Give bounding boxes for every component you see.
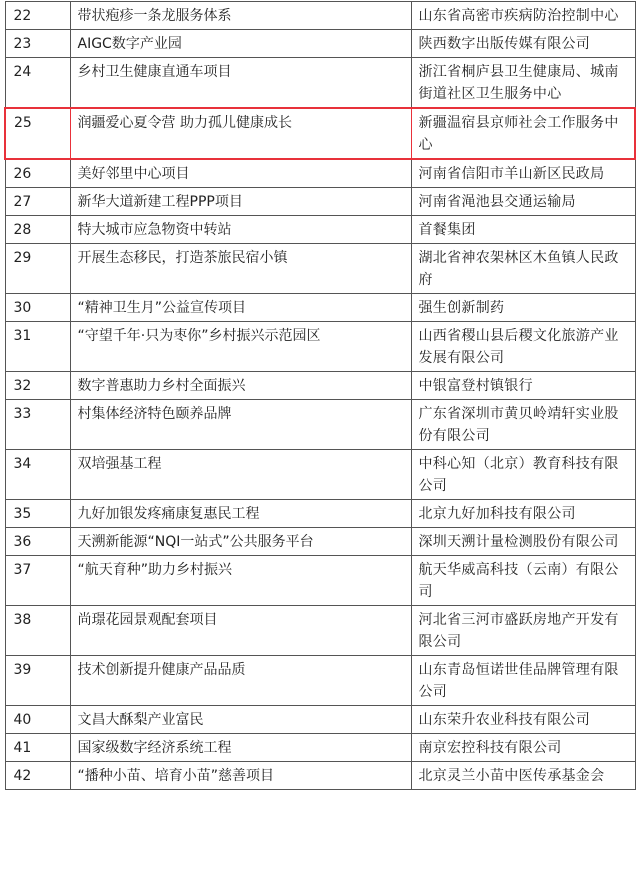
organization-name: 南京宏控科技有限公司 (411, 734, 635, 762)
project-name: 天溯新能源“NQI一站式”公共服务平台 (70, 528, 411, 556)
table-row (5, 500, 635, 528)
organization-name: 中银富登村镇银行 (411, 372, 635, 400)
row-number: 25 (5, 108, 70, 159)
row-number: 40 (5, 706, 70, 734)
row-number: 35 (5, 500, 70, 528)
row-number: 28 (5, 216, 70, 244)
table-row (5, 762, 635, 790)
organization-name: 首餐集团 (411, 216, 635, 244)
project-name: 乡村卫生健康直通车项目 (70, 58, 411, 109)
row-number: 38 (5, 606, 70, 656)
organization-name: 深圳天溯计量检测股份有限公司 (411, 528, 635, 556)
row-number: 30 (5, 294, 70, 322)
row-number: 36 (5, 528, 70, 556)
project-name: 开展生态移民，打造茶旅民宿小镇 (70, 244, 411, 294)
row-number: 22 (5, 2, 70, 30)
table-row (5, 244, 635, 294)
row-number: 24 (5, 58, 70, 109)
organization-name: 山东青岛恒诺世佳品牌管理有限公司 (411, 656, 635, 706)
organization-name: 河南省信阳市羊山新区民政局 (411, 159, 635, 188)
row-number: 27 (5, 188, 70, 216)
row-number: 33 (5, 400, 70, 450)
organization-name: 湖北省神农架林区木鱼镇人民政府 (411, 244, 635, 294)
table-row (5, 450, 635, 500)
table-row (5, 322, 635, 372)
organization-name: 河北省三河市盛跃房地产开发有限公司 (411, 606, 635, 656)
table-row (5, 294, 635, 322)
table-row-highlighted (5, 108, 635, 159)
project-name: “守望千年·只为枣你”乡村振兴示范园区 (70, 322, 411, 372)
project-name: 新华大道新建工程PPP项目 (70, 188, 411, 216)
table-row (5, 2, 635, 30)
project-name: 技术创新提升健康产品品质 (70, 656, 411, 706)
table-row (5, 706, 635, 734)
project-name: 国家级数字经济系统工程 (70, 734, 411, 762)
row-number: 34 (5, 450, 70, 500)
project-name: 数字普惠助力乡村全面振兴 (70, 372, 411, 400)
organization-name: 山东荣升农业科技有限公司 (411, 706, 635, 734)
project-list-table (4, 1, 636, 790)
project-name: “精神卫生月”公益宣传项目 (70, 294, 411, 322)
table-row (5, 734, 635, 762)
table-row (5, 188, 635, 216)
organization-name: 北京九好加科技有限公司 (411, 500, 635, 528)
table-row (5, 372, 635, 400)
organization-name: 陕西数字出版传媒有限公司 (411, 30, 635, 58)
organization-name: 广东省深圳市黄贝岭靖轩实业股份有限公司 (411, 400, 635, 450)
table-row (5, 216, 635, 244)
organization-name: 山东省高密市疾病防治控制中心 (411, 2, 635, 30)
project-name: 九好加银发疼痛康复惠民工程 (70, 500, 411, 528)
project-name: 文昌大酥梨产业富民 (70, 706, 411, 734)
row-number: 23 (5, 30, 70, 58)
row-number: 32 (5, 372, 70, 400)
row-number: 41 (5, 734, 70, 762)
table-row (5, 656, 635, 706)
organization-name: 航天华威高科技（云南）有限公司 (411, 556, 635, 606)
organization-name: 新疆温宿县京师社会工作服务中心 (411, 108, 635, 159)
project-name: “播种小苗、培育小苗”慈善项目 (70, 762, 411, 790)
table-row (5, 58, 635, 109)
organization-name: 山西省稷山县后稷文化旅游产业发展有限公司 (411, 322, 635, 372)
project-name: 双培强基工程 (70, 450, 411, 500)
row-number: 29 (5, 244, 70, 294)
table-body (5, 2, 635, 790)
project-name: AIGC数字产业园 (70, 30, 411, 58)
row-number: 26 (5, 159, 70, 188)
table-row (5, 400, 635, 450)
table-row (5, 159, 635, 188)
table-row (5, 30, 635, 58)
organization-name: 中科心知（北京）教育科技有限公司 (411, 450, 635, 500)
table-row (5, 556, 635, 606)
project-name: “航天育种”助力乡村振兴 (70, 556, 411, 606)
row-number: 42 (5, 762, 70, 790)
organization-name: 浙江省桐庐县卫生健康局、城南街道社区卫生服务中心 (411, 58, 635, 109)
row-number: 37 (5, 556, 70, 606)
project-name: 村集体经济特色颐养品牌 (70, 400, 411, 450)
row-number: 39 (5, 656, 70, 706)
table-row (5, 606, 635, 656)
table-row (5, 528, 635, 556)
organization-name: 河南省渑池县交通运输局 (411, 188, 635, 216)
project-name: 美好邻里中心项目 (70, 159, 411, 188)
project-name: 尚璟花园景观配套项目 (70, 606, 411, 656)
organization-name: 强生创新制药 (411, 294, 635, 322)
row-number: 31 (5, 322, 70, 372)
organization-name: 北京灵兰小苗中医传承基金会 (411, 762, 635, 790)
project-name: 润疆爱心夏令营 助力孤儿健康成长 (70, 108, 411, 159)
project-name: 带状疱疹一条龙服务体系 (70, 2, 411, 30)
project-name: 特大城市应急物资中转站 (70, 216, 411, 244)
